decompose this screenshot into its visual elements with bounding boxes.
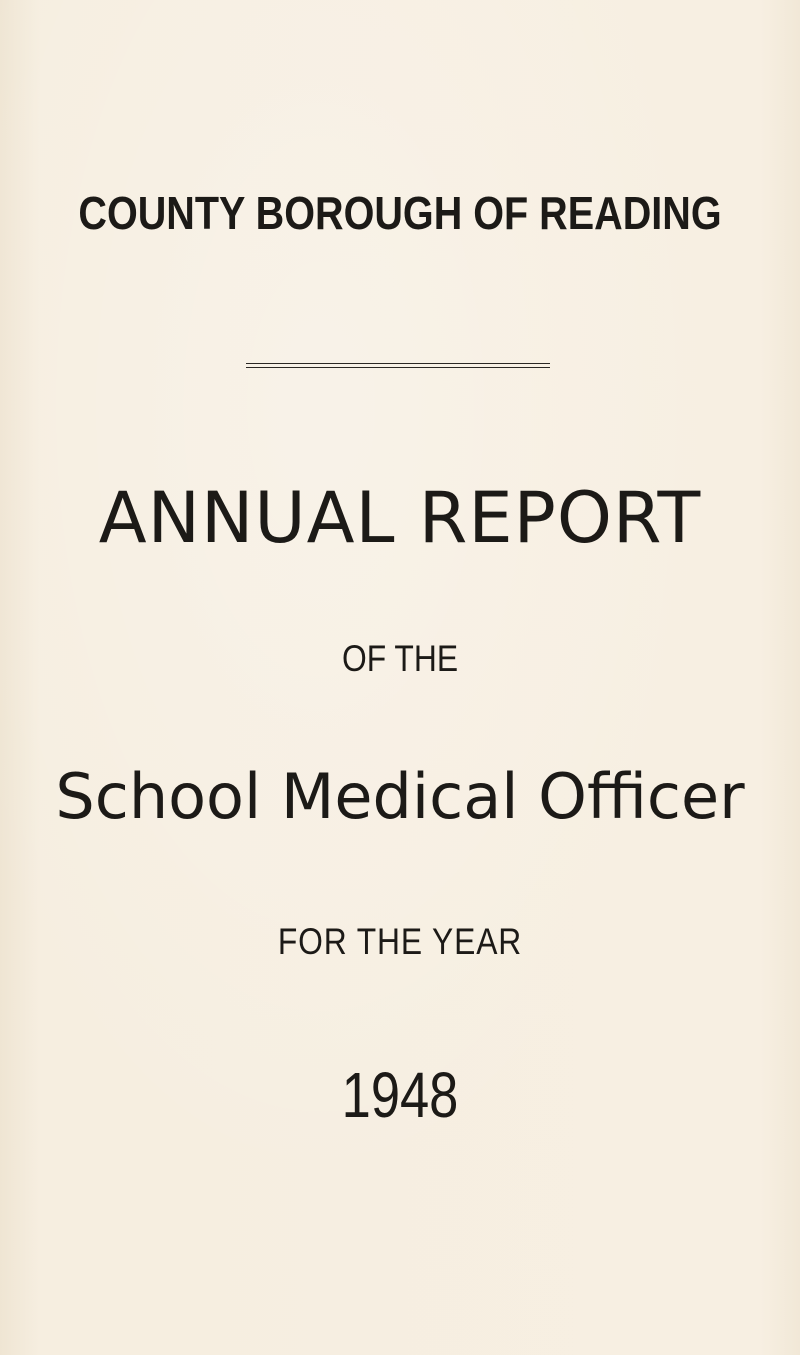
authority-heading: COUNTY BOROUGH OF READING <box>78 187 722 239</box>
report-subject: School Medical Officer <box>55 760 745 833</box>
divider-line-bottom <box>246 367 550 368</box>
report-title: ANNUAL REPORT <box>98 477 702 559</box>
of-the-text: OF THE <box>341 638 459 679</box>
for-the-year-text: FOR THE YEAR <box>277 921 523 962</box>
divider-line-top <box>246 363 550 364</box>
double-rule-divider <box>246 362 550 370</box>
report-year: 1948 <box>341 1059 459 1131</box>
